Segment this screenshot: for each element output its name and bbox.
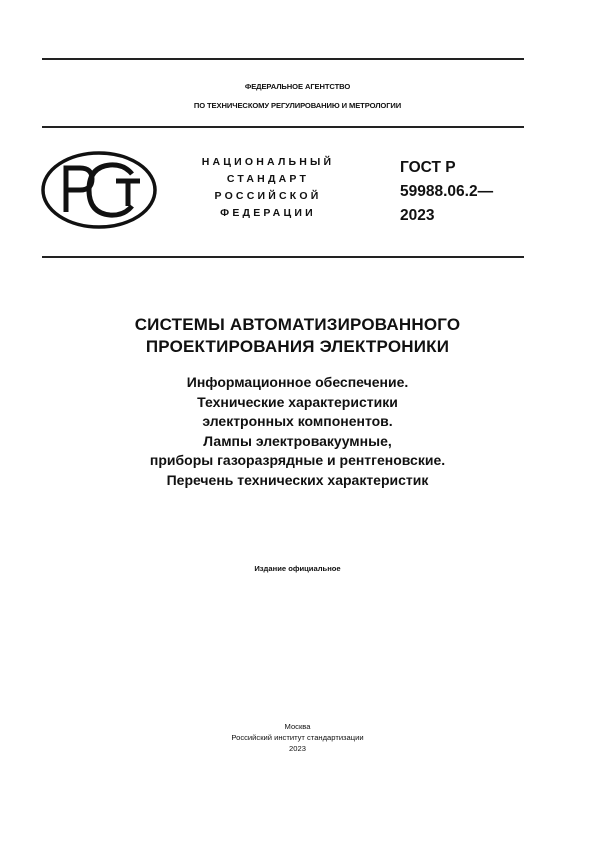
- subtitle-line: Перечень технических характеристик: [166, 471, 429, 488]
- gost-r-logo-icon: [40, 150, 158, 230]
- subtitle-line: приборы газоразрядные и рентгеновские.: [149, 452, 446, 469]
- gost-line: 59988.06.2—: [400, 183, 494, 200]
- edition-note: Издание официальное: [254, 564, 341, 573]
- imprint: [0, 721, 595, 754]
- subtitle-line: электронных компонентов.: [202, 413, 393, 430]
- national-line: РОССИЙСКОЙ: [214, 190, 322, 202]
- imprint-year: 2023: [289, 744, 306, 753]
- gost-line: ГОСТ Р: [400, 159, 456, 176]
- document-title: [0, 314, 595, 358]
- national-line: ФЕДЕРАЦИИ: [220, 207, 316, 219]
- title-line: СИСТЕМЫ АВТОМАТИЗИРОВАННОГО: [134, 315, 461, 334]
- agency-line-2: ПО ТЕХНИЧЕСКОМУ РЕГУЛИРОВАНИЮ И МЕТРОЛОГИИ: [193, 101, 402, 110]
- national-standard-label: [188, 154, 348, 222]
- imprint-city: Москва: [284, 722, 311, 731]
- agency-line-1: ФЕДЕРАЛЬНОЕ АГЕНТСТВО: [244, 82, 351, 91]
- subtitle-line: Технические характеристики: [197, 393, 398, 410]
- national-line: НАЦИОНАЛЬНЫЙ: [201, 156, 335, 168]
- gost-line: 2023: [400, 207, 435, 224]
- middle-rule: [42, 256, 524, 258]
- title-line: ПРОЕКТИРОВАНИЯ ЭЛЕКТРОНИКИ: [145, 337, 450, 356]
- document-subtitle: [0, 373, 595, 491]
- national-line: СТАНДАРТ: [226, 173, 310, 185]
- subtitle-line: Информационное обеспечение.: [186, 374, 409, 390]
- gost-designation: [400, 156, 493, 228]
- header-rule: [42, 126, 524, 128]
- top-rule: [42, 58, 524, 60]
- subtitle-line: Лампы электровакуумные,: [203, 432, 392, 449]
- imprint-institute: Российский институт стандартизации: [231, 733, 364, 742]
